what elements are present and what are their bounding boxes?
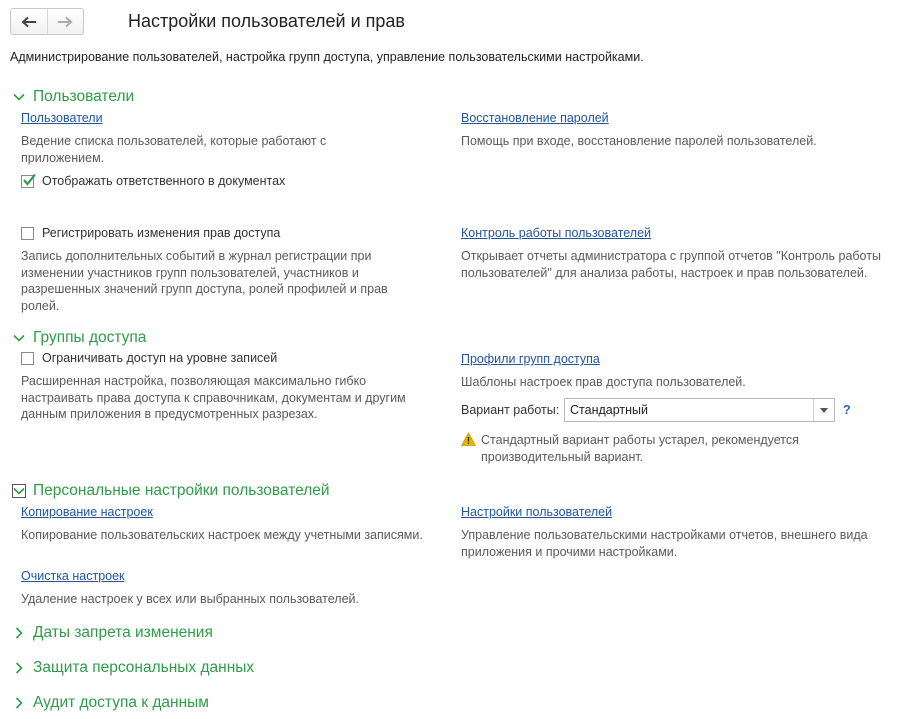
page-subtitle: Администрирование пользователей, настройка групп доступа, управление пользовательскими настройками.: [10, 50, 644, 64]
caret-down-icon: [820, 408, 828, 413]
section-personal-header[interactable]: [12, 482, 330, 500]
dropdown-button[interactable]: [813, 399, 834, 421]
section-personal-data-header[interactable]: [12, 659, 254, 677]
section-audit-header[interactable]: [12, 694, 209, 712]
clear-settings-description: Удаление настроек у всех или выбранных пользователей.: [21, 592, 359, 606]
user-settings-description: Управление пользовательскими настройками отчетов, внешнего вида приложения и прочими настройками.: [461, 528, 868, 559]
copy-settings-link[interactable]: Копирование настроек: [21, 505, 153, 519]
section-access-groups-header[interactable]: [12, 329, 146, 347]
checkbox-unchecked-icon: [21, 352, 34, 365]
chevron-right-icon: [12, 696, 26, 710]
section-change-dates-header[interactable]: [12, 624, 213, 642]
section-title: Защита персональных данных: [33, 659, 255, 676]
section-personal-title: Персональные настройки пользователей: [33, 482, 330, 499]
variant-select-value: Стандартный: [570, 403, 648, 417]
user-settings-link[interactable]: Настройки пользователей: [461, 505, 613, 519]
warning-text: Стандартный вариант работы устарел, рекомендуется производительный вариант.: [481, 433, 799, 464]
nav-buttons: [10, 8, 84, 35]
register-changes-description: Запись дополнительных событий в журнал регистрации при изменении участников групп пользователей, участников и разрешенных значений групп доступа, ролей профилей и прав ролей.: [21, 249, 388, 313]
checkbox-checked-icon: [21, 175, 34, 188]
show-responsible-checkbox[interactable]: [21, 174, 285, 188]
arrow-right-icon: [57, 16, 73, 28]
register-changes-label: Регистрировать изменения прав доступа: [42, 226, 281, 240]
section-users-header[interactable]: [12, 88, 134, 106]
section-users-title: Пользователи: [33, 88, 135, 105]
register-changes-checkbox[interactable]: [21, 226, 280, 240]
restrict-records-description: Расширенная настройка, позволяющая максимально гибко настраивать права доступа к справочникам, документам и другим данным приложения в предусмотренных разрезах.: [21, 374, 406, 421]
restrict-records-label: Ограничивать доступ на уровне записей: [42, 351, 278, 365]
forward-button[interactable]: [47, 9, 84, 34]
users-description: Ведение списка пользователей, которые работают с приложением.: [21, 134, 327, 165]
user-control-link[interactable]: Контроль работы пользователей: [461, 226, 652, 240]
chevron-down-icon: [12, 90, 26, 104]
section-access-groups-title: Группы доступа: [33, 329, 147, 346]
copy-settings-description: Копирование пользовательских настроек между учетными записями.: [21, 528, 423, 542]
restrict-records-checkbox[interactable]: [21, 351, 277, 365]
password-recovery-link[interactable]: Восстановление паролей: [461, 111, 609, 125]
clear-settings-link[interactable]: Очистка настроек: [21, 569, 125, 583]
show-responsible-label: Отображать ответственного в документах: [42, 174, 286, 188]
back-button[interactable]: [11, 9, 47, 34]
users-link[interactable]: Пользователи: [21, 111, 103, 125]
password-recovery-description: Помощь при входе, восстановление паролей пользователей.: [461, 134, 817, 148]
chevron-right-icon: [12, 661, 26, 675]
access-profiles-link[interactable]: Профили групп доступа: [461, 352, 600, 366]
variant-select[interactable]: [564, 398, 835, 422]
checkbox-unchecked-icon: [21, 227, 34, 240]
page-title: Настройки пользователей и прав: [128, 11, 405, 31]
variant-label: Вариант работы:: [461, 403, 560, 417]
access-profiles-description: Шаблоны настроек прав доступа пользователей.: [461, 375, 746, 389]
chevron-down-icon: [12, 331, 26, 345]
help-button[interactable]: ?: [843, 403, 851, 417]
chevron-right-icon: [12, 626, 26, 640]
user-control-description: Открывает отчеты администратора с группой отчетов "Контроль работы пользователей" для анализа работы, настроек и прав пользователей.: [461, 249, 881, 280]
arrow-left-icon: [21, 16, 37, 28]
section-title: Аудит доступа к данным: [33, 694, 209, 711]
section-title: Даты запрета изменения: [33, 624, 213, 641]
warning-icon: [461, 432, 476, 449]
chevron-down-icon: [12, 484, 26, 498]
